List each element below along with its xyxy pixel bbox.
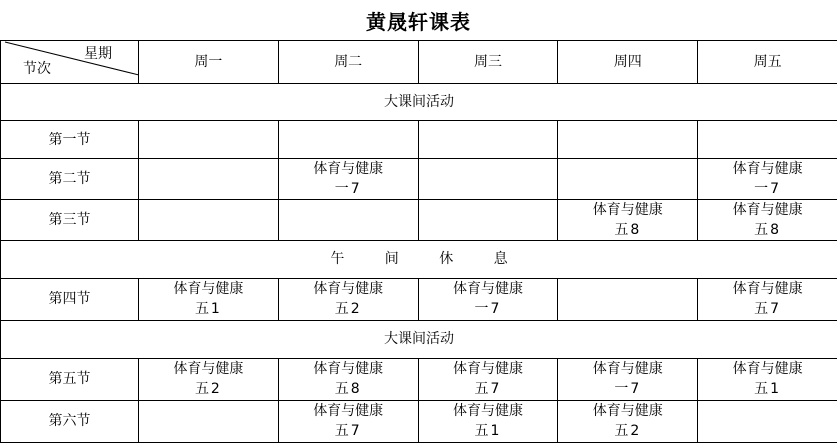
break-row-morning — [1, 84, 837, 121]
class-cell — [558, 400, 698, 442]
course-name: 体育与健康 — [313, 361, 384, 378]
lunch-break-text: 午 间 休 息 — [330, 251, 526, 268]
period-row — [1, 200, 837, 241]
empty-cell — [139, 159, 279, 200]
class-group: 五1 — [194, 301, 222, 318]
lunch-break-label — [1, 241, 837, 278]
period-row — [1, 358, 837, 400]
class-cell — [139, 278, 279, 320]
class-group: 五1 — [754, 381, 782, 398]
diagonal-line — [1, 41, 139, 84]
class-cell — [558, 200, 698, 241]
day-header-fri: 周五 — [698, 41, 837, 84]
course-name: 体育与健康 — [592, 361, 663, 378]
empty-cell — [418, 121, 558, 159]
class-group: 五1 — [474, 423, 502, 440]
class-group: 五8 — [754, 222, 782, 239]
period-label: 第一节 — [1, 121, 139, 159]
course-name: 体育与健康 — [592, 403, 663, 420]
schedule-table — [0, 40, 837, 443]
course-name: 体育与健康 — [592, 202, 663, 219]
page-title: 黄晟轩课表 — [366, 9, 471, 34]
course-name: 体育与健康 — [732, 281, 803, 298]
empty-cell — [278, 121, 418, 159]
class-group: 五2 — [194, 381, 222, 398]
header-row — [1, 41, 837, 84]
break-afternoon-label: 大课间活动 — [1, 320, 837, 358]
class-cell — [418, 358, 558, 400]
empty-cell — [698, 121, 837, 159]
class-cell — [278, 278, 418, 320]
empty-cell — [558, 278, 698, 320]
course-name: 体育与健康 — [173, 281, 244, 298]
period-label: 第四节 — [1, 278, 139, 320]
class-cell — [418, 400, 558, 442]
empty-cell — [139, 400, 279, 442]
class-cell — [278, 400, 418, 442]
class-group: 一7 — [474, 301, 502, 318]
period-axis-label: 节次 — [23, 61, 51, 78]
empty-cell — [139, 200, 279, 241]
class-cell — [278, 358, 418, 400]
day-header-mon: 周一 — [139, 41, 279, 84]
empty-cell — [558, 159, 698, 200]
course-name: 体育与健康 — [452, 403, 523, 420]
period-row — [1, 121, 837, 159]
class-group: 一7 — [754, 181, 782, 198]
empty-cell — [139, 121, 279, 159]
class-cell — [698, 278, 837, 320]
empty-cell — [698, 400, 837, 442]
period-label: 第二节 — [1, 159, 139, 200]
day-header-tue: 周二 — [278, 41, 418, 84]
period-label: 第三节 — [1, 200, 139, 241]
empty-cell — [418, 200, 558, 241]
class-cell — [698, 358, 837, 400]
class-cell — [139, 358, 279, 400]
period-label: 第五节 — [1, 358, 139, 400]
lunch-break-row — [1, 241, 837, 278]
course-name: 体育与健康 — [313, 161, 384, 178]
course-name: 体育与健康 — [452, 281, 523, 298]
class-group: 五2 — [334, 301, 362, 318]
period-row — [1, 400, 837, 442]
class-group: 五7 — [334, 423, 362, 440]
class-cell — [698, 159, 837, 200]
empty-cell — [558, 121, 698, 159]
class-group: 五8 — [334, 381, 362, 398]
break-row-afternoon — [1, 320, 837, 358]
period-row — [1, 278, 837, 320]
day-header-thu: 周四 — [558, 41, 698, 84]
course-name: 体育与健康 — [313, 281, 384, 298]
empty-cell — [278, 200, 418, 241]
period-label: 第六节 — [1, 400, 139, 442]
class-group: 一7 — [614, 381, 642, 398]
class-group: 五2 — [614, 423, 642, 440]
course-name: 体育与健康 — [313, 403, 384, 420]
class-group: 五8 — [614, 222, 642, 239]
class-cell — [698, 200, 837, 241]
course-name: 体育与健康 — [732, 161, 803, 178]
class-group: 一7 — [334, 181, 362, 198]
course-name: 体育与健康 — [173, 361, 244, 378]
weekday-axis-label: 星期 — [84, 46, 112, 62]
break-morning-label: 大课间活动 — [1, 84, 837, 121]
class-cell — [278, 159, 418, 200]
course-name: 体育与健康 — [452, 361, 523, 378]
class-cell — [558, 358, 698, 400]
class-group: 五7 — [754, 301, 782, 318]
corner-header-cell — [1, 41, 139, 84]
class-cell — [418, 278, 558, 320]
day-header-wed: 周三 — [418, 41, 558, 84]
period-row — [1, 159, 837, 200]
course-name: 体育与健康 — [732, 202, 803, 219]
course-name: 体育与健康 — [732, 361, 803, 378]
class-group: 五7 — [474, 381, 502, 398]
empty-cell — [418, 159, 558, 200]
